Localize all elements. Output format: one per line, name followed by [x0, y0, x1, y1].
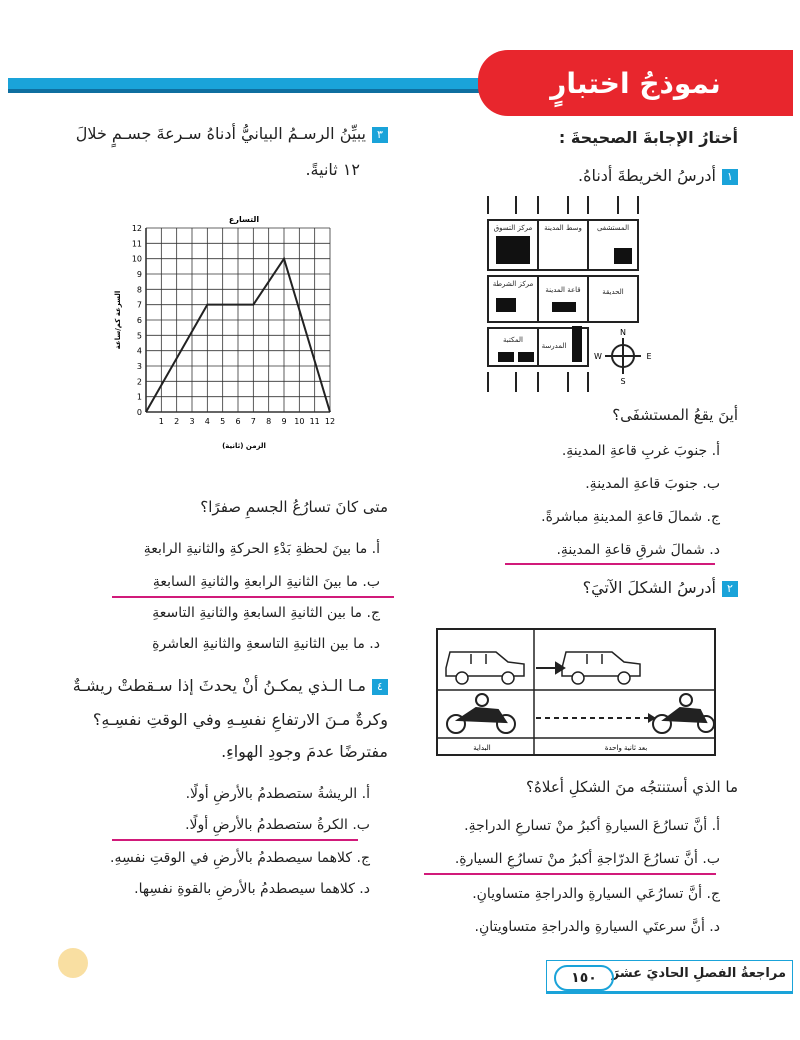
header-rule	[8, 78, 528, 89]
instruction: أختارُ الإجابةَ الصحيحةَ :	[558, 128, 738, 147]
map-label: المدرسة	[541, 342, 567, 350]
svg-text:E: E	[646, 352, 652, 361]
prompt-text: أدرسُ الخريطةَ أدناهُ.	[578, 166, 716, 185]
x-tick-label: 3	[189, 417, 195, 426]
map-label: وسط المدينة	[544, 224, 582, 232]
x-tick-label: 6	[235, 417, 241, 426]
answer-underline	[112, 839, 358, 841]
q2-option-d[interactable]: د. أنَّ سرعتَي السيارةِ والدراجةِ متساويتانِ.	[474, 919, 720, 935]
map-label: مركز التسوق	[493, 224, 533, 232]
question-2-prompt	[583, 578, 738, 597]
y-tick-label: 12	[131, 224, 142, 233]
answer-underline	[505, 563, 715, 565]
page-title: نموذجُ اختبارٍ	[478, 50, 793, 116]
question-4-line2: وكرةٌ مـنَ الارتفاعِ نفسِـهِ وفي الوقتِ نفسِـهِ؟	[92, 710, 388, 729]
map-label: مركز الشرطة	[492, 280, 534, 288]
prompt-text: أدرسُ الشكلَ الآتيَ؟	[582, 578, 716, 597]
q4-option-d[interactable]: د. كلاهما سيصطدمُ بالأرضِ بالقوةِ نفسِها.	[134, 881, 370, 897]
y-tick-label: 8	[136, 285, 142, 295]
q2-option-b[interactable]: ب. أنَّ تسارُعَ الدرّاجةِ أكبرُ منْ تسارُعِ السيارةِ.	[454, 851, 720, 867]
q3-option-a[interactable]: أ. ما بينَ لحظةِ بَدْءِ الحركةِ والثانيةِ الرابعةِ	[143, 541, 380, 557]
question-number: ٢	[722, 581, 738, 597]
question-1-prompt	[578, 166, 738, 185]
x-tick-label: 7	[250, 417, 256, 426]
svg-text:W: W	[594, 352, 602, 361]
map-label: المستشفى	[596, 224, 630, 232]
question-4-line1	[73, 676, 388, 695]
q4-option-c[interactable]: ج. كلاهما سيصطدمُ بالأرضِ في الوقتِ نفسِهِ.	[110, 850, 370, 866]
map-label: المكتبة	[503, 336, 523, 344]
question-number: ١	[722, 169, 738, 185]
y-axis-label: السرعة كم/ساعة	[114, 290, 122, 350]
map-label: الحديقة	[602, 288, 624, 296]
q1-option-a[interactable]: أ. جنوبَ غربِ قاعةِ المدينةِ.	[561, 443, 720, 459]
svg-text:N: N	[620, 328, 626, 337]
map-label: قاعة المدينة	[545, 286, 581, 294]
label-after: بعد ثانية واحدة	[604, 744, 648, 752]
q4-option-b[interactable]: ب. الكرةُ ستصطدمُ بالأرضِ أولًا.	[185, 817, 370, 833]
x-tick-label: 10	[294, 417, 305, 426]
decorative-logo-icon	[58, 948, 88, 978]
y-tick-label: 5	[136, 331, 142, 341]
answer-underline	[424, 873, 716, 875]
y-tick-label: 4	[136, 346, 142, 356]
q4-option-a[interactable]: أ. الريشةُ ستصطدمُ بالأرضِ أولًا.	[185, 786, 370, 802]
y-tick-label: 7	[136, 300, 142, 310]
chart-title: التسارع	[228, 215, 260, 224]
q1-option-b[interactable]: ب. جنوبَ قاعةِ المدينةِ.	[585, 476, 720, 492]
question-2-text: ما الذي أستنتجُه منَ الشكلِ أعلاهُ؟	[526, 778, 738, 796]
x-tick-label: 1	[158, 417, 164, 426]
prompt-text: يبيِّنُ الرسـمُ البيانيُّ أدناهُ سـرعةَ جسـمٍ خلالَ	[75, 124, 366, 143]
x-tick-label: 5	[220, 417, 226, 426]
x-tick-label: 2	[174, 417, 180, 426]
x-tick-label: 11	[309, 417, 320, 426]
y-tick-label: 11	[131, 239, 142, 249]
q3-option-c[interactable]: ج. ما بين الثانيةِ السابعةِ والثانيةِ التاسعةِ	[152, 605, 380, 621]
question-number: ٤	[372, 679, 388, 695]
x-tick-label: 4	[204, 417, 210, 426]
footer-rule	[546, 991, 793, 994]
question-3-prompt-line2: ١٢ ثانيةً.	[305, 160, 360, 179]
question-1-text: أينَ يقعُ المستشفَى؟	[612, 406, 738, 424]
x-tick-label: 8	[266, 417, 272, 426]
x-axis-label: الزمن (ثانية)	[222, 442, 266, 450]
y-tick-label: 6	[136, 316, 142, 325]
svg-text:S: S	[620, 377, 626, 386]
y-tick-label: 2	[136, 377, 142, 387]
y-tick-label: 10	[131, 254, 142, 264]
city-map	[468, 196, 660, 396]
motion-figure	[436, 628, 716, 756]
q2-option-a[interactable]: أ. أنَّ تسارُعَ السيارةِ أكبرُ منْ تسارعِ الدراجةِ.	[464, 818, 720, 834]
label-start: البداية	[473, 744, 491, 752]
page-number: ١٥٠	[554, 965, 614, 991]
x-tick-label: 12	[324, 417, 336, 426]
y-tick-label: 0	[136, 408, 142, 417]
question-number: ٣	[372, 127, 388, 143]
q2-option-c[interactable]: ج. أنَّ تسارُعَي السيارةِ والدراجةِ متساويانِ.	[472, 886, 720, 902]
answer-underline	[112, 596, 394, 598]
question-3-text: متى كانَ تسارُعُ الجسمِ صفرًا؟	[200, 498, 388, 516]
y-tick-label: 1	[136, 392, 142, 402]
question-4-line3: مفترضًا عدمَ وجودِ الهواءِ.	[221, 742, 388, 761]
y-tick-label: 3	[136, 362, 142, 371]
x-tick-label: 9	[281, 417, 287, 426]
footer-label: مراجعةُ الفصلِ الحاديَ عشرَ	[611, 966, 786, 981]
prompt-text: مـا الـذي يمكـنُ أنْ يحدثَ إذا سـقطتْ ريشـةٌ	[72, 676, 366, 695]
y-tick-label: 9	[136, 270, 142, 279]
header-rule-dark	[8, 89, 528, 93]
q3-option-d[interactable]: د. ما بين الثانيةِ التاسعةِ والثانيةِ العاشرةِ	[152, 636, 380, 652]
q1-option-d[interactable]: د. شمالَ شرقِ قاعةِ المدينةِ.	[556, 542, 720, 558]
question-3-prompt	[76, 124, 388, 143]
velocity-chart	[110, 208, 350, 458]
q1-option-c[interactable]: ج. شمالَ قاعةِ المدينةِ مباشرةً.	[541, 509, 720, 525]
q3-option-b[interactable]: ب. ما بينَ الثانيةِ الرابعةِ والثانيةِ السابعةِ	[152, 574, 380, 590]
